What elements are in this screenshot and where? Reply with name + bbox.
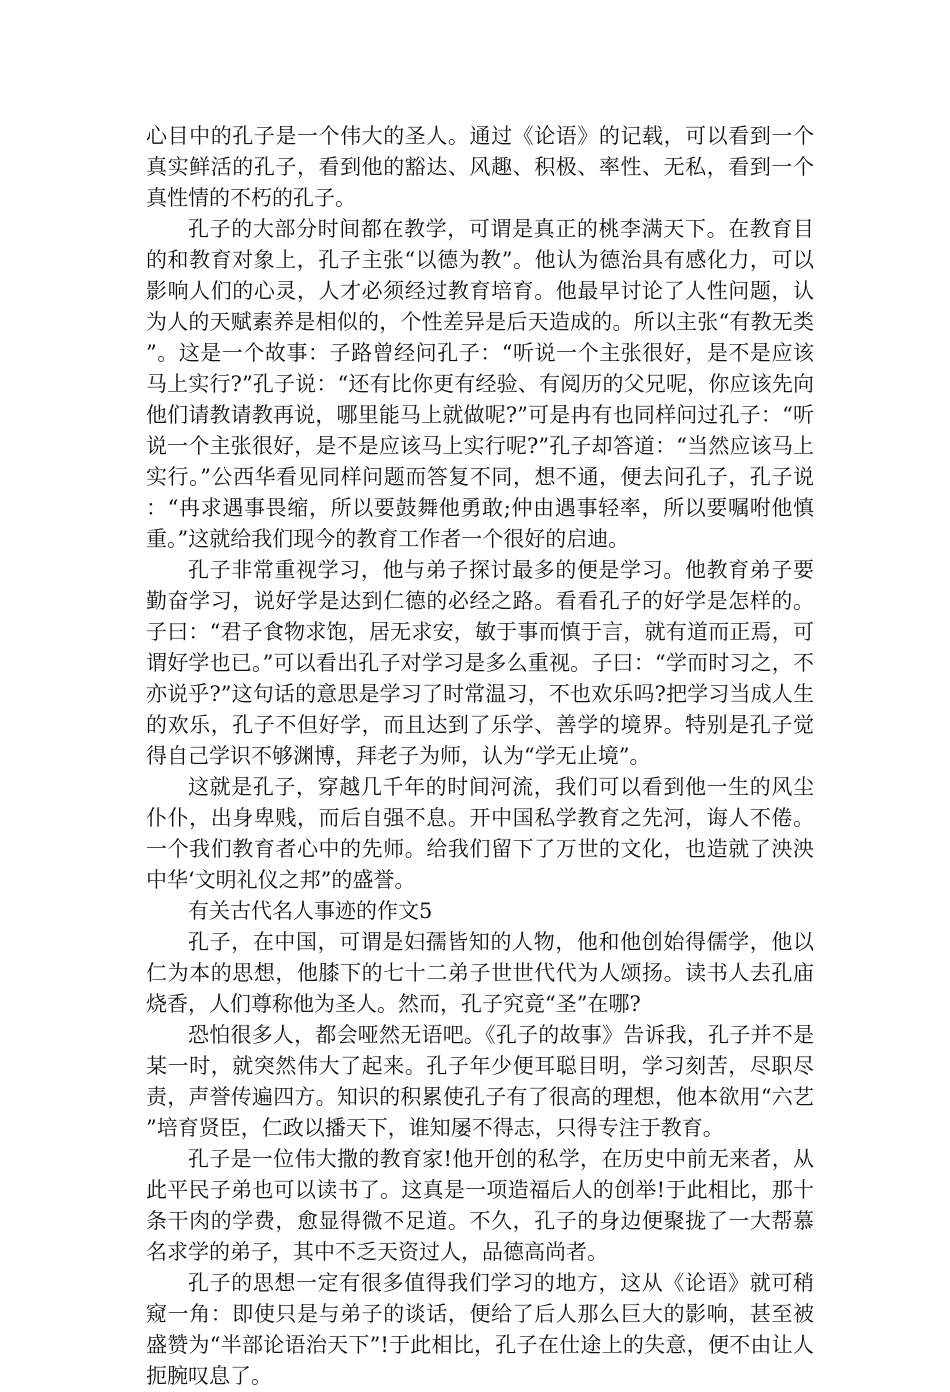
paragraph-3: 孔子非常重视学习，他与弟子探讨最多的便是学习。他教育弟子要勤奋学习，说好学是达到仁德的必经之路。看看孔子的好学是怎样的。子曰：“君子食物求饱，居无求安，敏于事而慎于言，就有道而正焉，可谓好学也已。”可以看出孔子对学习是多么重视。子曰：“学而时习之，不亦说乎?”这句话的意思是学习了时常温习，不也欢乐吗?把学习当成人生的欢乐，孔子不但好学，而且达到了乐学、善学的境界。特别是孔子觉得自己学识不够渊博，拜老子为师，认为“学无止境”。: [146, 558, 814, 768]
section-title: 有关古代名人事迹的作文5: [188, 899, 433, 923]
paragraph-6: 恐怕很多人，都会哑然无语吧。《孔子的故事》告诉我，孔子并不是某一时，就突然伟大了起来。孔子年少便耳聪目明，学习刻苦，尽职尽责，声誉传遍四方。知识的积累使孔子有了很高的理想，他本欲用“六艺”培育贤臣，仁政以播天下，谁知屡不得志，只得专注于教育。: [146, 1023, 814, 1140]
paragraph-4: 这就是孔子，穿越几千年的时间河流，我们可以看到他一生的风尘仆仆，出身卑贱，而后自强不息。开中国私学教育之先河，诲人不倦。一个我们教育者心中的先师。给我们留下了万世的文化，也造就了泱泱中华‘文明礼仪之邦”的盛誉。: [146, 775, 814, 892]
document-page: [146, 121, 814, 1392]
paragraph-7: 孔子是一位伟大撒的教育家!他开创的私学，在历史中前无来者，从此平民子弟也可以读书了。这真是一项造福后人的创举!于此相比，那十条干肉的学费，愈显得微不足道。不久，孔子的身边便聚拢了一大帮慕名求学的弟子，其中不乏天资过人，品德高尚者。: [146, 1147, 814, 1264]
paragraph-1: 心目中的孔子是一个伟大的圣人。通过《论语》的记载，可以看到一个真实鲜活的孔子，看到他的豁达、风趣、积极、率性、无私，看到一个真性情的不朽的孔子。: [146, 124, 814, 210]
paragraph-5: 孔子，在中国，可谓是妇孺皆知的人物，他和他创始得儒学，他以仁为本的思想，他膝下的七十二弟子世世代代为人颂扬。读书人去孔庙烧香，人们尊称他为圣人。然而，孔子究竟“圣”在哪?: [146, 930, 814, 1016]
paragraph-8: 孔子的思想一定有很多值得我们学习的地方，这从《论语》就可稍窥一角：即使只是与弟子的谈话，便给了后人那么巨大的影响，甚至被盛赞为“半部论语治天下”!于此相比，孔子在仕途上的失意，便不由让人扼腕叹息了。: [146, 1271, 814, 1388]
paragraph-2: 孔子的大部分时间都在教学，可谓是真正的桃李满天下。在教育目的和教育对象上，孔子主张“以德为教”。他认为德治具有感化力，可以影响人们的心灵，人才必须经过教育培育。他最早讨论了人性问题，认为人的天赋素养是相似的，个性差异是后天造成的。所以主张“有教无类”。这是一个故事：子路曾经问孔子：“听说一个主张很好，是不是应该马上实行?”孔子说：“还有比你更有经验、有阅历的父兄呢，你应该先向他们请教请教再说，哪里能马上就做呢?”可是冉有也同样问过孔子：“听说一个主张很好，是不是应该马上实行呢?”孔子却答道：“当然应该马上实行。”公西华看见同样问题而答复不同，想不通，便去问孔子，孔子说：“冉求遇事畏缩，所以要鼓舞他勇敢;仲由遇事轻率，所以要嘱咐他慎重。”这就给我们现今的教育工作者一个很好的启迪。: [146, 217, 814, 551]
